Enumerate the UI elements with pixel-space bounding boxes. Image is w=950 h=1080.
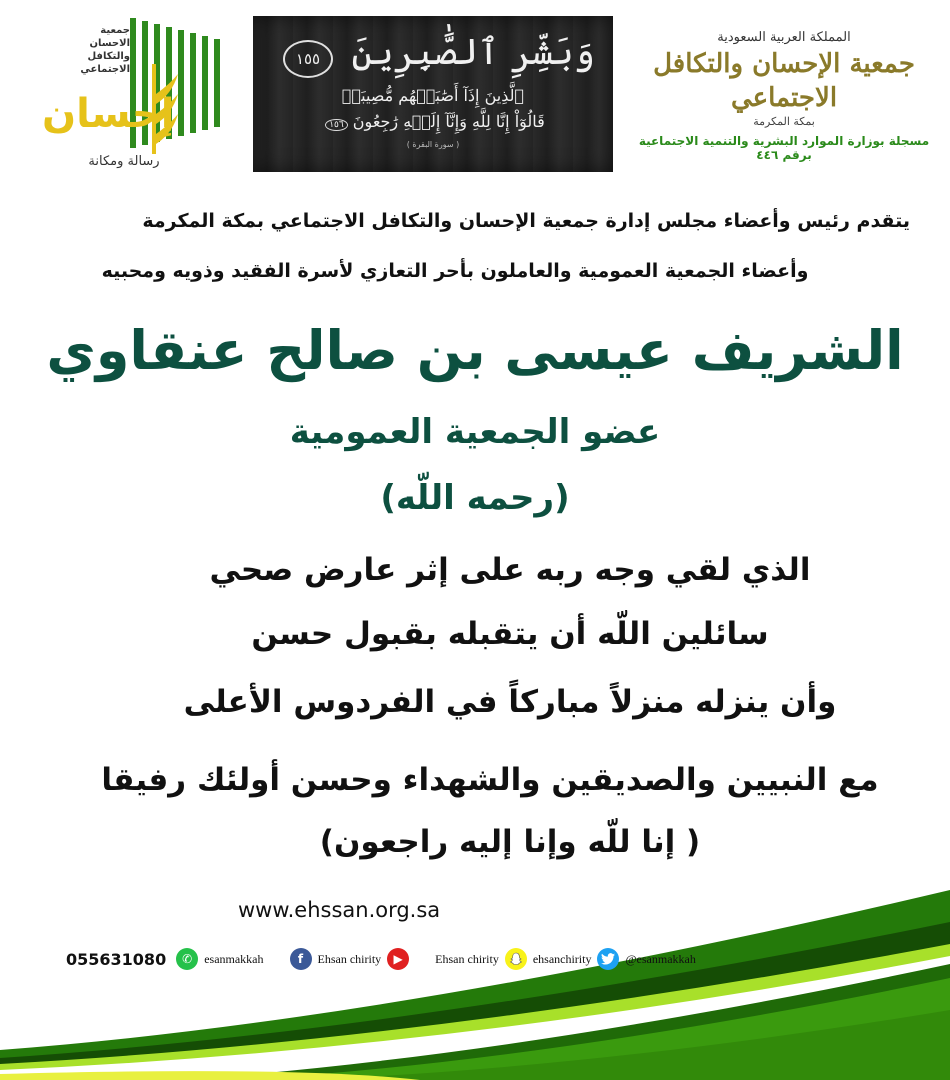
logo-org-name: جمعية الاحسان والتكافل الاجتماعي <box>80 25 130 75</box>
whatsapp-handle[interactable]: esanmakkah <box>204 951 264 966</box>
verse-number-badge-2: ١٥٦ <box>325 119 348 131</box>
intro-line-2: وأعضاء الجمعية العمومية والعاملون بأحر التعازي لأسرة الفقيد وذويه ومحبيه <box>101 260 809 282</box>
rip-label: (رحمه اللّه) <box>380 478 570 518</box>
verse-title: وَبَشِّرِ ٱلصَّٰبِرِينَ <box>351 32 595 73</box>
youtube-handle[interactable]: Ehsan chirity <box>435 951 499 966</box>
snapchat-icon[interactable] <box>505 948 527 970</box>
prayer-line-4: مع النبيين والصديقين والشهداء وحسن أولئك رفيقا <box>101 762 879 798</box>
kingdom-label: المملكة العربية السعودية <box>717 30 851 45</box>
prayer-line-3: وأن ينزله منزلاً مباركاً في الفردوس الأعلى <box>183 684 837 720</box>
facebook-icon[interactable]: f <box>290 948 312 970</box>
intro-line-1: يتقدم رئيس وأعضاء مجلس إدارة جمعية الإحسان والتكافل الاجتماعي بمكة المكرمة <box>142 210 910 232</box>
org-name-calligraphy: جمعية الإحسان والتكافل الاجتماعي <box>653 49 915 113</box>
prayer-line-5: ( إنا للّه وإنا إليه راجعون) <box>319 824 701 860</box>
ehsan-logo-right <box>625 24 943 162</box>
deceased-role: عضو الجمعية العمومية <box>289 412 661 452</box>
registration-label: مسجلة بوزارة الموارد البشرية والتنمية الاجتماعية برقم ٤٤٦ <box>638 134 930 162</box>
contact-bar <box>66 944 696 974</box>
twitter-handle[interactable]: @esanmakkah <box>625 951 696 966</box>
verse-line-1: ٱلَّذِينَ إِذَآ أَصَٰبَتۡهُم مُّصِيبَةٞ <box>341 86 525 105</box>
quran-verse-panel <box>253 16 613 172</box>
ehsan-logo-left <box>38 14 208 174</box>
youtube-icon[interactable]: ▶ <box>387 948 409 970</box>
prayer-line-2: سائلين اللّه أن يتقبله بقبول حسن <box>251 616 769 652</box>
whatsapp-icon[interactable]: ✆ <box>176 948 198 970</box>
verse-number-badge: ١٥٥ <box>283 40 333 78</box>
snapchat-handle[interactable]: ehsanchirity <box>532 951 592 966</box>
surah-label: ( سورة البقرة ) <box>406 140 460 149</box>
verse-line-2: قَالُوٓاْ إِنَّا لِلَّهِ وَإِنَّآ إِلَيۡهِ رَٰجِعُونَ ١٥٦ <box>253 112 613 131</box>
logo-big-text: إحسان <box>42 91 175 137</box>
website-link[interactable]: www.ehssan.org.sa <box>238 898 441 922</box>
deceased-name: الشريف عيسى بن صالح عنقاوي <box>46 319 904 382</box>
twitter-icon[interactable] <box>597 948 619 970</box>
city-label: بمكة المكرمة <box>753 115 815 128</box>
phone-number[interactable]: 055631080 <box>66 949 167 969</box>
prayer-line-1: الذي لقي وجه ربه على إثر عارض صحي <box>209 552 811 588</box>
logo-tagline: رسالة ومكانة <box>88 154 160 169</box>
facebook-handle[interactable]: Ehsan chirity <box>317 951 382 966</box>
